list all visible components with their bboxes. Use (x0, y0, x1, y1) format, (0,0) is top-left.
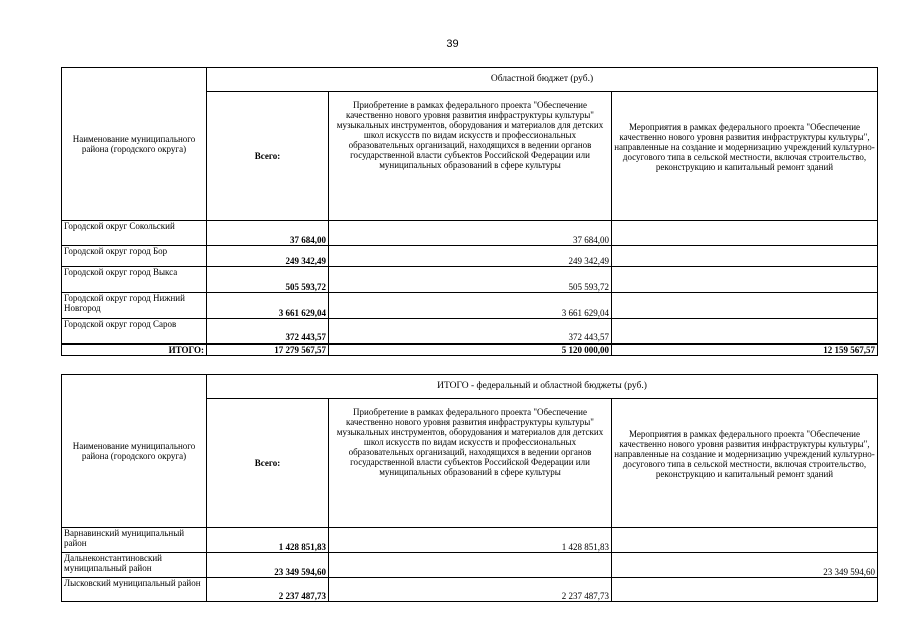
district-name: Дальнеконстантиновский муниципальный район (62, 553, 207, 578)
row-cultural-value: 23 349 594,60 (612, 553, 878, 578)
combined-budget-table (61, 374, 878, 602)
table-title: Областной бюджет (руб.) (207, 68, 878, 92)
row-total: 2 237 487,73 (207, 578, 329, 602)
district-name: Городской округ город Нижний Новгород (62, 293, 207, 319)
row-instruments-value (329, 553, 612, 578)
row-instruments-value: 37 684,00 (329, 221, 612, 246)
table-row (62, 293, 878, 319)
district-name: Городской округ город Саров (62, 319, 207, 344)
district-name: Городской округ город Выкса (62, 267, 207, 293)
row-instruments-value: 505 593,72 (329, 267, 612, 293)
page-number: 39 (446, 38, 459, 50)
header-district-name: Наименование муниципального района (городского округа) (62, 68, 207, 221)
table-row (62, 528, 878, 553)
row-cultural-value (612, 293, 878, 319)
row-instruments-value: 249 342,49 (329, 246, 612, 267)
row-total: 372 443,57 (207, 319, 329, 344)
district-name: Лысковский муниципальный район (62, 578, 207, 602)
table-row (62, 553, 878, 578)
row-total: 505 593,72 (207, 267, 329, 293)
header-cultural-institutions: Мероприятия в рамках федерального проекта "Обеспечение качественно нового уровня развития инфраструктуры культуры", направленные на создание и модернизацию учреждений культурно-досугового типа в сельской местности, включая строительство, реконструкцию и капитальный ремонт зданий (612, 399, 878, 528)
header-total: Всего: (207, 399, 329, 528)
table-title: ИТОГО - федеральный и областной бюджеты (руб.) (207, 375, 878, 399)
district-name: Городской округ город Бор (62, 246, 207, 267)
row-cultural-value (612, 528, 878, 553)
totals-label: ИТОГО: (62, 344, 207, 356)
table-row (62, 246, 878, 267)
row-cultural-value (612, 267, 878, 293)
row-total: 37 684,00 (207, 221, 329, 246)
row-total: 3 661 629,04 (207, 293, 329, 319)
row-cultural-value (612, 319, 878, 344)
header-total: Всего: (207, 92, 329, 221)
header-cultural-institutions: Мероприятия в рамках федерального проекта "Обеспечение качественно нового уровня развития инфраструктуры культуры", направленные на создание и модернизацию учреждений культурно-досугового типа в сельской местности, включая строительство, реконструкцию и капитальный ремонт зданий (612, 92, 878, 221)
district-name: Варнавинский муниципальный район (62, 528, 207, 553)
row-cultural-value (612, 246, 878, 267)
row-instruments-value: 372 443,57 (329, 319, 612, 344)
row-total: 1 428 851,83 (207, 528, 329, 553)
totals-instruments: 5 120 000,00 (329, 344, 612, 356)
table-row (62, 578, 878, 602)
table-row (62, 267, 878, 293)
totals-total: 17 279 567,57 (207, 344, 329, 356)
row-instruments-value: 3 661 629,04 (329, 293, 612, 319)
totals-cultural: 12 159 567,57 (612, 344, 878, 356)
row-total: 249 342,49 (207, 246, 329, 267)
header-instruments: Приобретение в рамках федерального проекта "Обеспечение качественно нового уровня развития инфраструктуры культуры" музыкальных инструментов, оборудования и материалов для детских школ искусств по видам искусств и профессиональных образовательных организаций, находящихся в ведении органов государственной власти субъектов Российской Федерации или муниципальных образований в сфере культуры (329, 92, 612, 221)
table-row (62, 221, 878, 246)
row-total: 23 349 594,60 (207, 553, 329, 578)
header-instruments: Приобретение в рамках федерального проекта "Обеспечение качественно нового уровня развития инфраструктуры культуры" музыкальных инструментов, оборудования и материалов для детских школ искусств по видам искусств и профессиональных образовательных организаций, находящихся в ведении органов государственной власти субъектов Российской Федерации или муниципальных образований в сфере культуры (329, 399, 612, 528)
regional-budget-table (61, 67, 878, 356)
row-instruments-value: 2 237 487,73 (329, 578, 612, 602)
header-district-name: Наименование муниципального района (городского округа) (62, 375, 207, 528)
table-row (62, 319, 878, 344)
row-instruments-value: 1 428 851,83 (329, 528, 612, 553)
row-cultural-value (612, 221, 878, 246)
totals-row (62, 344, 878, 356)
district-name: Городской округ Сокольский (62, 221, 207, 246)
row-cultural-value (612, 578, 878, 602)
